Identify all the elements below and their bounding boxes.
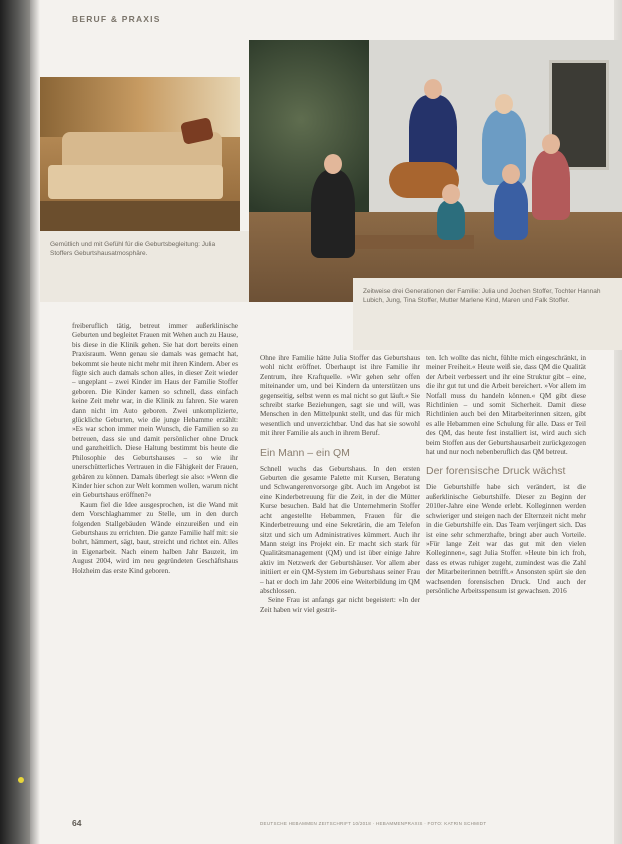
paragraph: Die Geburtshilfe habe sich verändert, ist die außerklinische Geburtshilfe. Dieser zu Beginn der 2010er-Jahre eine Wende erlebt. Kolleginnen werden schwieriger und steigen nach der Elternzeit nicht mehr in die Geburtshilfe ein. Das Team verjüngert sich. Das ist eine sehr schmerzhafte, bringt aber auch Vorteile. »Für lange Zeit war das gut mit den vielen Kolleginnen«, sagt Julia Stoffer. »Heute bin ich froh, dass es etwas ruhiger zugeht, zumindest was die Zahl der Mitarbeiterinnen betrifft.« Ansonsten spürt sie den wachsenden forensischen Druck. Und auch der persönliche Arbeitsspensum ist gewachsen. 2016 xyxy=(426,483,586,595)
body-column-1 xyxy=(72,322,238,576)
paragraph: Seine Frau ist anfangs gar nicht begeistert: »In der Zeit haben wir viel gestrit- xyxy=(260,596,420,614)
highlight-mark xyxy=(18,777,24,783)
scan-edge xyxy=(0,0,30,844)
body-column-2 xyxy=(260,354,420,615)
magazine-page xyxy=(30,0,622,844)
subheading: Der forensische Druck wächst xyxy=(426,465,566,478)
paragraph: ten. Ich wollte das nicht, fühlte mich eingeschränkt, in meiner Freiheit.« Heute weiß sie, dass QM die Qualität der Arbeit verbessert und ihr eine Struktur gibt – eine, die ihr gut tut und die Arbeit bereichert. »Vor allem im Notfall muss du handeln können.« QM gibt diese Richtlinien – und somit Sicherheit. Damit diese Richtlinien auch bei den Mitarbeiterinnen sitzen, gibt es alle Hebammen eine Schulung für alle. Dass er Teil des QM, das heute fest installiert ist, wird auch sich beim Stoffen aus der Geburtshausarbeit zurückgezogen hat und nur noch nebenberuflich das QM betreut. xyxy=(426,354,586,457)
paragraph: Schnell wuchs das Geburtshaus. In den ersten Geburten die gesamte Palette mit Kursen, Beratung und Schwangerenvorsorge gibt. Auch im Angebot ist eine Kinderbetreuung für die Zeit, in der die Mütter Kurse besuchen. Bald hat die Unternehmerin Stoffer acht angestellte Hebammen, Frauen für die Kinderbetreuung und eine Sekretärin, die am Telefon sitzt und sich um Administratives kümmert. Auch ihr Mann steigt ins Projekt ein. Er macht sich stark für Qualitätsmanagement (QM) und ist über einige Jahre aktiv im Netzwerk der Geburtshäuser. Vor allem aber initiiert er ein QM-System im Geburtshaus seiner Frau – hat er doch im Jahr 2006 eine Weiterbildung im QM abschlossen. xyxy=(260,464,420,595)
body-column-3 xyxy=(426,354,586,596)
caption-left: Gemütlich und mit Gefühl für die Geburtsbegleitung: Julia Stoffers Geburtshausatmosphäre. xyxy=(40,231,249,302)
section-header: BERUF & PRAXIS xyxy=(72,14,161,24)
photo-birth-room xyxy=(40,77,240,231)
paragraph: freiberuflich tätig, betreut immer außerklinische Geburten und begleitet Frauen mit Wehen auch zu Hause, bis diese in die Klinik gehen. Sie hat dort bereits einen Praxisraum. Wenn genau sie damals was gemacht hat, bekommt sie heute nicht mehr mit ihren Kindern. Aber es fügte sich auch damals schon alles, in dieser Zeit wieder – ungeplant – zwei Kinder im Haus der Familie Stoffer geboren. Die Kinder kamen so schnell, dass einfach keine Zeit mehr war, in die Klinik zu fahren. Sie waren dann nicht im Auto geboren. Zwei unkomplizierte, glückliche Geburten, wie die junge Hebamme erzählt: »Es war schon immer mein Wunsch, die Familien so zu betreuen, dass sie und damit persönlicher ohne Druck und ganzheitlich. Diese Haltung bestimmt bis heute die Philosophie des Geburtshauses – so wie ihr unerschütterliches Vertrauen in die Fähigkeit der Frauen, gebären zu können. Damals überlegt sie also: »Wenn die Kinder hier schon zur Welt kommen wollen, warum nicht ein Geburtshaus eröffnen?« xyxy=(72,322,238,500)
caption-right: Zeitweise drei Generationen der Familie: Julia und Jochen Stoffer, Tochter Hannah Lubich, Jung, Tina Stoffer, Mutter Marlene Kind, Maren und Falk Stoffer. xyxy=(353,278,622,350)
subheading: Ein Mann – ein QM xyxy=(260,446,350,459)
page-number: 64 xyxy=(72,818,82,828)
paragraph: Ohne ihre Familie hätte Julia Stoffer das Geburtshaus wohl nicht eröffnet. Überhaupt ist ihre Familie ihr Zentrum, ihre Kraftquelle. »Wir gehen sehr offen miteinander um, und bei Kindern da unterstützen uns gegenseitig, selbst wenn es mal nicht so gut läuft.« Sie schreibt starke Beziehungen, sagt sie und will, was Menschen in den Mittelpunkt stellt, und das für mich wesentlich und unverzichtbar. Und das hat sie sowohl mit ihrer Familie als auch in ihrem Beruf. xyxy=(260,354,420,438)
photo-family xyxy=(249,40,622,302)
paragraph: Kaum fiel die Idee ausgesprochen, ist die Wand mit dem Vorschlaghammer zu Stelle, um in den durch folgenden Stallgebäuden Wände einzureißen und ein Geburtshaus zu errichten. Die ganze Familie half mit: sie bohrt, hämmert, sägt, baut, streicht und richtet ein. Alles in Eigenarbeit. Nach einem halben Jahr Bauzeit, im August 2004, wird im neu gegründeten Geschäftshaus Holzheim das erste Kind geboren. xyxy=(72,500,238,575)
footer-credit: DEUTSCHE HEBAMMEN ZEITSCHRIFT 10/2018 · HEBAMMENPRAXIS · FOTO: KATRIN SCHMIDT xyxy=(260,821,487,826)
